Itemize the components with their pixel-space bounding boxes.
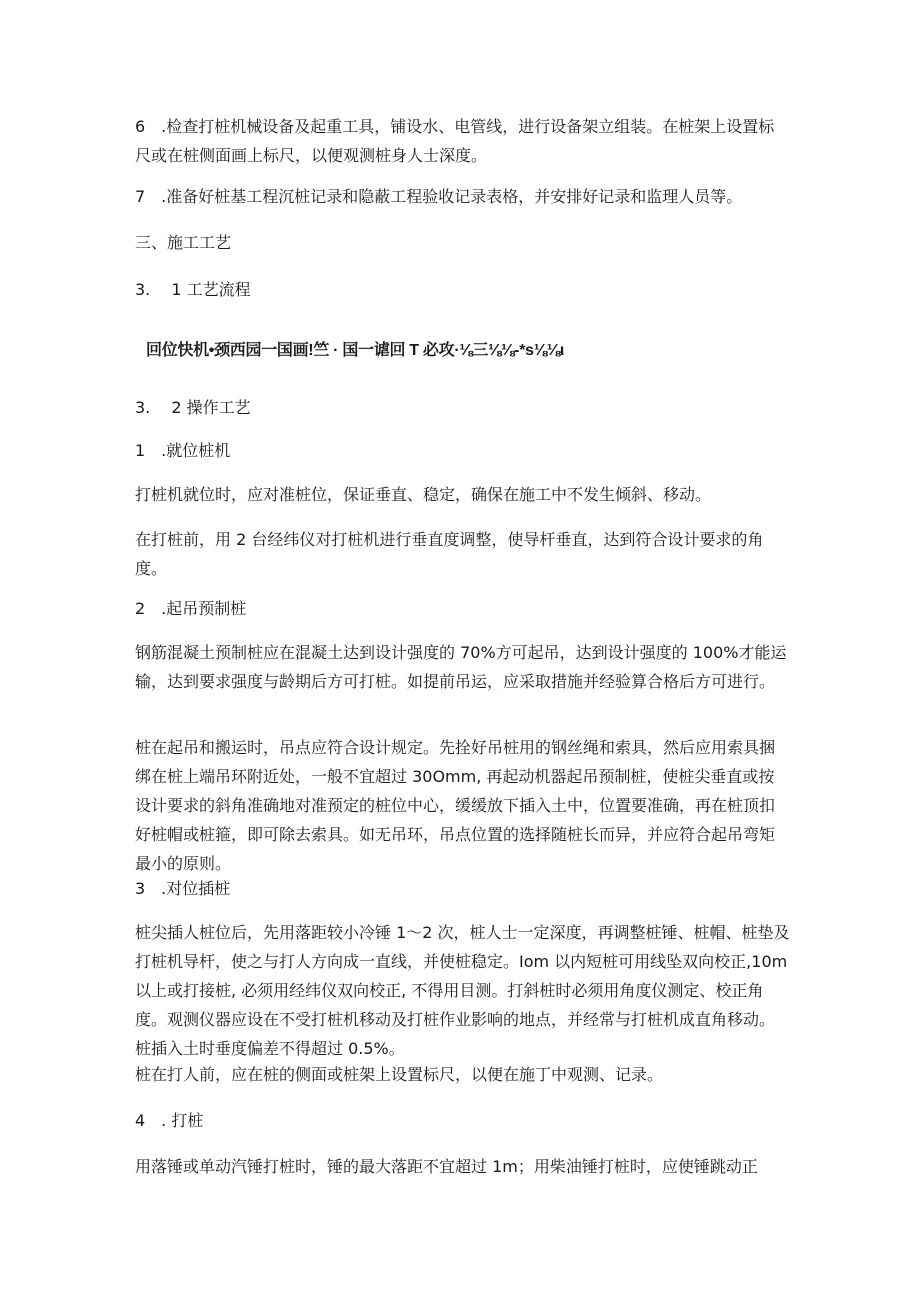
step-1-heading: 1 .就位桩机 — [135, 441, 231, 460]
step-2-heading: 2 .起吊预制桩 — [135, 599, 247, 618]
step-3-paragraph-1: 桩尖插人桩位后，先用落距较小冷锤 1～2 次，桩人士一定深度，再调整桩锤、桩帽、桩垫及打桩机导杆，使之与打人方向成一直线，并使桩稳定。Iom 以内短桩可用线坠双向校正,10m 以上或打接桩, 必须用经纬仪双向校正, 不得用目测。打斜桩时必须用角度仪测定、校正角度。观测仪器应设在不受打桩机移动及打桩作业影响的地点，并经常与打桩机成直角移动。桩插入土时垂度偏差不得超过 0.5%。 — [135, 923, 790, 1058]
subheading-3-1-process-flow: 3. 1 工艺流程 — [135, 280, 251, 299]
paragraph-item-6: 6 .检查打桩机械设备及起重工具，铺设水、电管线，进行设备架立组装。在桩架上设置标尺或在桩侧面画上标尺，以便观测桩身人士深度。 — [135, 117, 775, 165]
step-1-paragraph-1: 打桩机就位时，应对准桩位，保证垂直、稳定，确保在施工中不发生倾斜、移动。 — [135, 485, 712, 504]
section-heading-construction-process: 三、施工工艺 — [135, 233, 232, 252]
paragraph-item-7: 7 .准备好桩基工程沉桩记录和隐蔽工程验收记录表格，并安排好记录和监理人员等。 — [135, 187, 743, 206]
step-1-paragraph-2: 在打桩前，用 2 台经纬仪对打桩机进行垂直度调整，使导杆垂直，达到符合设计要求的角度。 — [135, 530, 764, 578]
step-2-paragraph-2: 桩在起吊和搬运时，吊点应符合设计规定。先拴好吊桩用的钢丝绳和索具，然后应用索具捆绑在桩上端吊环附近处，一般不宜超过 30Omm, 再起动机器起吊预制桩，使桩尖垂直或按设计要求的斜角准确地对准预定的桩位中心，缓缓放下插入土中，位置要准确，再在桩顶扣好桩帽或桩箍，即可除去索具。如无吊环，吊点位置的选择随桩长而异，并应符合起吊弯矩最小的原则。 — [135, 738, 776, 873]
step-4-paragraph-1: 用落锤或单动汽锤打桩时，锤的最大落距不宜超过 1m；用柴油锤打桩时，应使锤跳动正 — [135, 1157, 758, 1176]
step-2-paragraph-1: 钢筋混凝土预制桩应在混凝土达到设计强度的 70%方可起吊，达到设计强度的 100%才能运输，达到要求强度与龄期后方可打桩。如提前吊运，应采取措施并经验算合格后方可进行。 — [135, 643, 787, 691]
step-3-heading: 3 .对位插桩 — [135, 879, 231, 898]
step-3-paragraph-2: 桩在打人前，应在桩的侧面或桩架上设置标尺，以便在施丁中观测、记录。 — [135, 1065, 664, 1084]
step-4-heading: 4 . 打桩 — [135, 1111, 204, 1130]
process-flow-line: 回位快机•颈西园一国画!竺 · 国一谑回 T 必攻·⅛三⅛⅛-*s⅛⅛ι — [146, 342, 564, 359]
subheading-3-2-operation-process: 3. 2 操作工艺 — [135, 398, 251, 417]
